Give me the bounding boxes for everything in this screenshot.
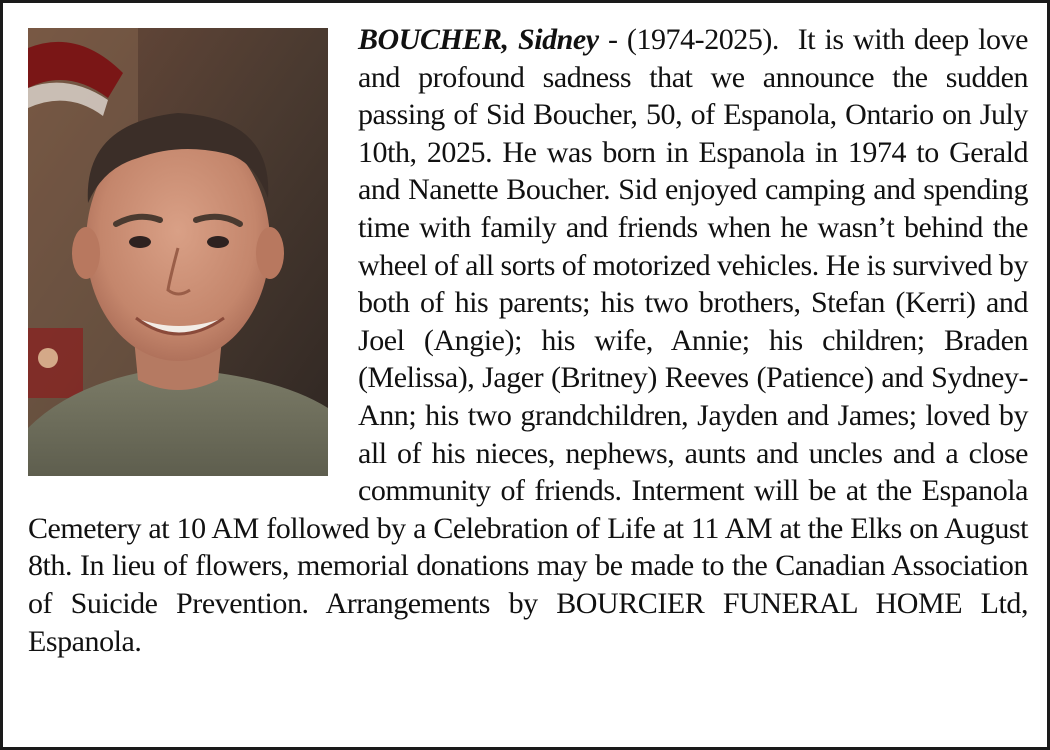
obituary-body: It is with deep love and profound sadness that we announce the sudden passing of Sid Boucher, 50, of Espanola, Ontario on July 10th, 2025. He was born in Espanola in 1974 to Gerald and Nanette Boucher. Sid enjoyed camping and spending time with family and friends when he wasn’t behind the wheel of all sorts of motorized vehicles. He is survived by both of his parents; his two brothers, Stefan (Kerri) and Joel (Angie); his wife, Annie; his children; Braden (Melissa), Jager (Britney) Reeves (Patience) and Sydney-Ann; his two grandchildren, Jayden and James; loved by all of his nieces, nephews, aunts and uncles and a close community of friends. Interment will be at the Espanola Cemetery at 10 AM followed by a Celebration of Life at 11 AM at the Elks on August 8th. In lieu of flowers, memorial donations may be made to the Canadian Association of Suicide Prevention. Arrangements by BOURCIER FUNERAL HOME Ltd, Espanola. [28,23,1028,658]
obituary-text [28,21,1028,660]
life-years: - (1974-2025). [598,23,779,56]
photo-spacer [28,28,328,488]
deceased-name: BOUCHER, Sidney [358,23,599,56]
